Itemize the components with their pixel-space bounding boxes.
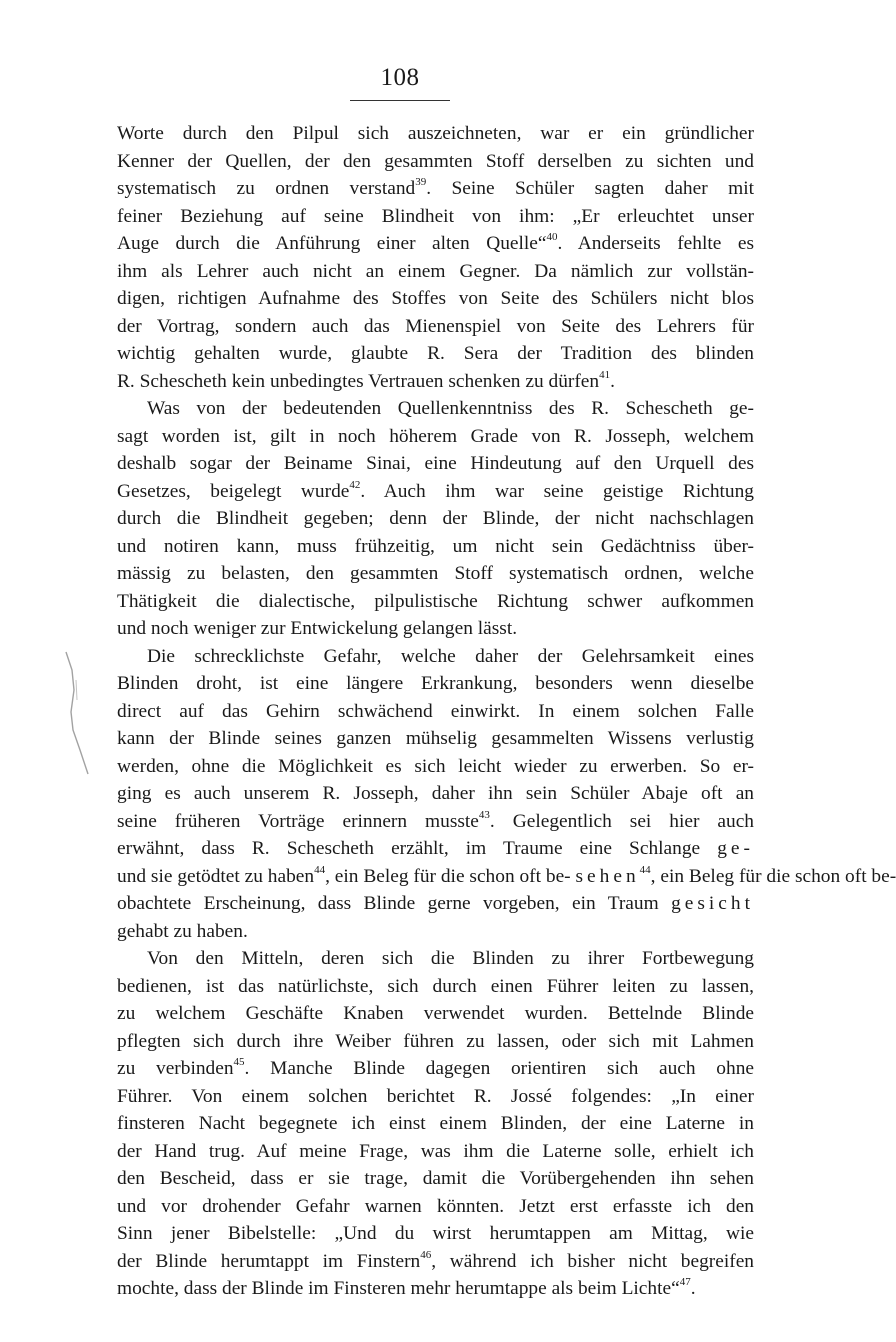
line-text-after: , ein Beleg für die schon oft be-	[325, 865, 571, 887]
line-text: den Bescheid, dass er sie trage, damit die Vorübergehenden ihn sehen	[117, 1168, 754, 1189]
line-text-after: , ein Beleg für die schon oft be-	[650, 865, 896, 887]
footnote-ref: 41	[599, 368, 611, 381]
line-text: werden, ohne die Möglichkeit es sich leicht wieder zu erwerben. So er-	[117, 755, 754, 777]
text-line	[117, 670, 754, 698]
text-line	[117, 368, 754, 396]
text-line	[117, 918, 754, 946]
text-line	[117, 148, 754, 176]
line-text: feiner Beziehung auf seine Blindheit von ihm: „Er erleuchtet unser	[117, 205, 754, 227]
line-text-after: , während ich bisher nicht begreifen	[431, 1250, 754, 1272]
line-text: mässig zu belasten, den gesammten Stoff systematisch ordnen, welche	[117, 563, 754, 584]
line-text: und notiren kann, muss frühzeitig, um nicht sein Gedächtniss über-	[117, 535, 754, 557]
line-text-after: . Anderseits fehlte es	[557, 233, 754, 254]
text-line	[117, 643, 754, 671]
line-text: Auge durch die Anführung einer alten Quelle“	[117, 233, 547, 254]
line-text: Thätigkeit die dialectische, pilpulistische Richtung schwer aufkommen	[117, 590, 754, 612]
line-text: digen, richtigen Aufnahme des Stoffes von Seite des Schülers nicht blos	[117, 288, 754, 309]
text-line	[117, 1220, 754, 1248]
text-line	[117, 835, 754, 863]
line-text: R. Schescheth kein unbedingtes Vertrauen schenken zu dürfen	[117, 370, 600, 392]
line-text: bedienen, ist das natürlichste, sich durch einen Führer leiten zu lassen,	[117, 975, 754, 997]
text-line	[117, 780, 754, 808]
footnote-ref: 46	[420, 1248, 432, 1261]
line-text: sagt worden ist, gilt in noch höherem Grade von R. Josseph, welchem	[117, 425, 754, 447]
text-line	[117, 1083, 754, 1111]
footnote-ref: 45	[233, 1056, 245, 1068]
text-line	[117, 505, 754, 533]
text-line	[117, 120, 754, 148]
text-line	[117, 1028, 754, 1056]
line-text-after: .	[610, 370, 615, 392]
text-line	[117, 1193, 754, 1221]
text-line	[117, 230, 754, 258]
text-line	[117, 1248, 754, 1276]
text-line	[117, 1165, 754, 1193]
spaced-emphasis: ge-	[717, 838, 754, 859]
text-line	[117, 973, 754, 1001]
line-text: obachtete Erscheinung, dass Blinde gerne vorgeben, ein Traum	[117, 893, 659, 914]
line-text: Die schrecklichste Gefahr, welche daher der Gelehrsamkeit eines	[147, 645, 754, 667]
line-text: Führer. Von einem solchen berichtet R. Jossé folgendes: „In einer	[117, 1085, 754, 1107]
text-line	[117, 863, 896, 891]
line-text: Sinn jener Bibelstelle: „Und du wirst herumtappen am Mittag, wie	[117, 1223, 754, 1244]
line-text: finsteren Nacht begegnete ich einst einem Blinden, der eine Laterne in	[117, 1113, 754, 1134]
line-text: deshalb sogar der Beiname Sinai, eine Hindeutung auf den Urquell des	[117, 453, 754, 474]
footnote-ref: 39	[415, 176, 427, 188]
text-line	[117, 890, 754, 918]
text-line	[117, 945, 754, 973]
line-text: Worte durch den Pilpul sich auszeichneten, war er ein gründlicher	[117, 123, 754, 144]
line-text-after: . Manche Blinde dagegen orientiren sich auch ohne	[244, 1058, 754, 1079]
spaced-emphasis: gesicht	[671, 893, 754, 914]
line-text: der Blinde herumtappt im Finstern	[117, 1250, 421, 1272]
text-line	[117, 285, 754, 313]
text-line	[117, 588, 754, 616]
line-text: kann der Blinde seines ganzen mühselig gesammelten Wissens verlustig	[117, 728, 754, 749]
line-text: zu verbinden	[117, 1058, 234, 1079]
line-text: seine früheren Vorträge erinnern musste	[117, 810, 479, 832]
line-text: gehabt zu haben.	[117, 920, 248, 942]
line-text: wichtig gehalten wurde, glaubte R. Sera der Tradition des blinden	[117, 343, 754, 364]
text-line	[117, 560, 754, 588]
text-line	[117, 1275, 754, 1303]
line-text: systematisch zu ordnen verstand	[117, 178, 416, 199]
text-line	[117, 395, 754, 423]
text-line	[117, 175, 754, 203]
line-text: und noch weniger zur Entwickelung gelangen lässt.	[117, 618, 518, 639]
footnote-ref: 44	[639, 863, 651, 876]
text-line	[117, 423, 754, 451]
main-text	[117, 120, 896, 1303]
line-text: Blinden droht, ist eine längere Erkrankung, besonders wenn dieselbe	[117, 673, 754, 694]
line-text: pflegten sich durch ihre Weiber führen zu lassen, oder sich mit Lahmen	[117, 1030, 754, 1052]
page-number: 108	[380, 64, 420, 91]
footnote-ref: 44	[314, 863, 326, 876]
text-line	[117, 615, 754, 643]
text-line	[117, 1000, 754, 1028]
footnote-ref: 47	[679, 1276, 691, 1288]
line-text: mochte, dass der Blinde im Finsteren mehr herumtappe als beim Lichte“	[117, 1278, 680, 1299]
text-line	[117, 450, 754, 478]
line-text: durch die Blindheit gegeben; denn der Blinde, der nicht nachschlagen	[117, 508, 754, 529]
line-text-after: . Gelegentlich sei hier auch	[489, 810, 754, 832]
text-line	[117, 753, 754, 781]
line-text: ging es auch unserem R. Josseph, daher ihn sein Schüler Abaje oft an	[117, 783, 754, 804]
text-line	[117, 808, 754, 836]
text-line	[117, 1138, 754, 1166]
line-text: und vor drohender Gefahr warnen könnten. Jetzt erst erfasste ich den	[117, 1195, 754, 1217]
line-text: zu welchem Geschäfte Knaben verwendet wurden. Bettelnde Blinde	[117, 1003, 754, 1024]
text-line	[117, 1055, 754, 1083]
page-number-rule	[350, 100, 450, 101]
footnote-ref: 43	[478, 808, 490, 821]
text-line	[117, 313, 754, 341]
spaced-emphasis: sehen	[575, 865, 640, 887]
text-line	[117, 725, 754, 753]
margin-pencil-mark	[62, 650, 92, 780]
line-text: und sie getödtet zu haben	[117, 865, 315, 887]
text-line	[117, 698, 754, 726]
line-text: Von den Mitteln, deren sich die Blinden zu ihrer Fortbewegung	[147, 948, 754, 969]
line-text: Gesetzes, beigelegt wurde	[117, 480, 350, 502]
line-text: Was von der bedeutenden Quellenkenntniss des R. Schescheth ge-	[147, 398, 754, 419]
text-line	[117, 340, 754, 368]
text-line	[117, 258, 754, 286]
text-line	[117, 478, 754, 506]
line-text: erwähnt, dass R. Schescheth erzählt, im Traume eine Schlange	[117, 838, 701, 859]
line-text: der Hand trug. Auf meine Frage, was ihm die Laterne solle, erhielt ich	[117, 1140, 754, 1162]
footnote-ref: 42	[349, 478, 361, 491]
text-line	[117, 533, 754, 561]
text-line	[117, 203, 754, 231]
footnote-ref: 40	[546, 231, 558, 243]
line-text-after: . Seine Schüler sagten daher mit	[426, 178, 754, 199]
line-text-after: .	[690, 1278, 696, 1299]
line-text: der Vortrag, sondern auch das Mienenspiel von Seite des Lehrers für	[117, 315, 754, 337]
line-text: direct auf das Gehirn schwächend einwirkt. In einem solchen Falle	[117, 700, 754, 722]
text-line	[117, 1110, 754, 1138]
line-text: Kenner der Quellen, der den gesammten Stoff derselben zu sichten und	[117, 150, 754, 172]
line-text-after: . Auch ihm war seine geistige Richtung	[360, 480, 754, 502]
line-text: ihm als Lehrer auch nicht an einem Gegner. Da nämlich zur vollstän-	[117, 260, 754, 282]
